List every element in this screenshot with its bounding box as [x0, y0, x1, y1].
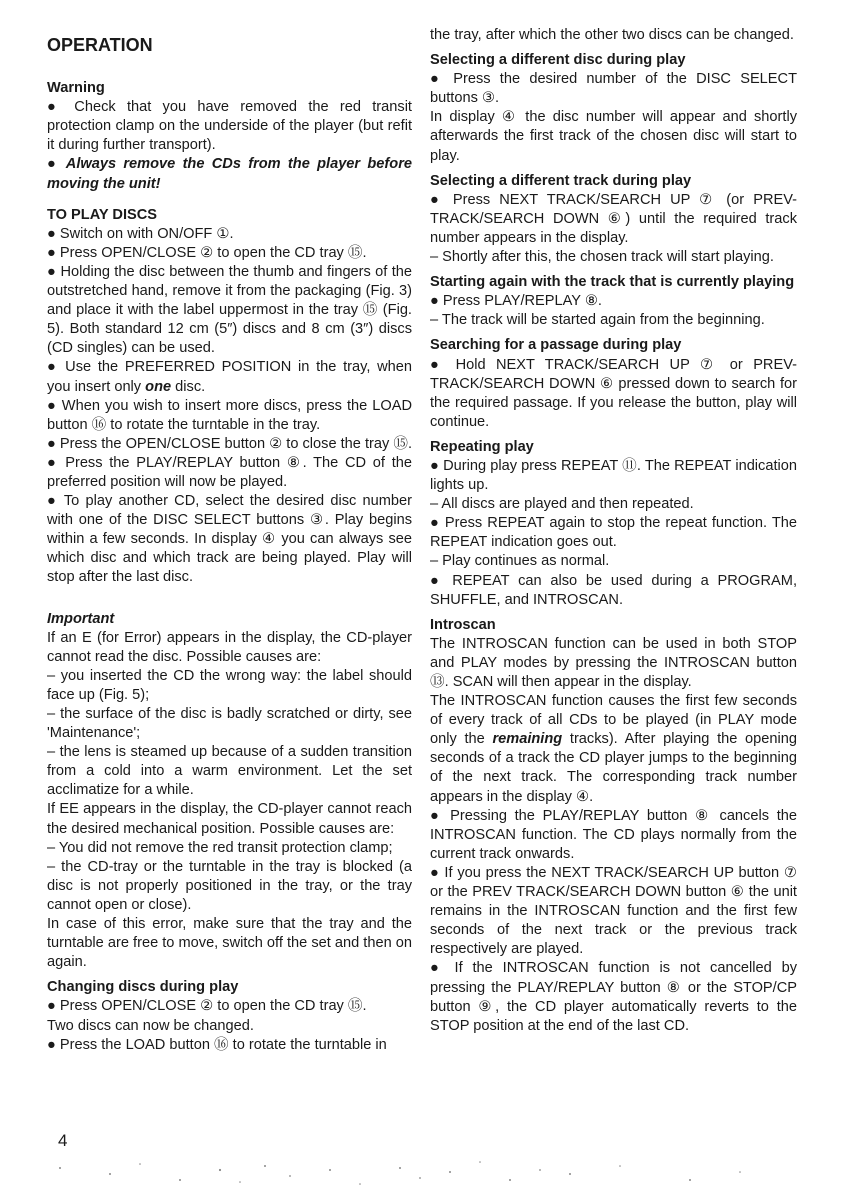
repeat-paragraph: – All discs are played and then repeated. — [430, 496, 694, 513]
repeat-paragraph: ● Press REPEAT again to stop the repeat function. The REPEAT indication goes out. — [430, 515, 797, 551]
play-paragraph: ● Switch on with ON/OFF ①. — [47, 225, 234, 242]
left-column — [47, 26, 412, 1055]
different-disc-heading: Selecting a different disc during play — [430, 52, 686, 69]
important-paragraph: – you inserted the CD the wrong way: the label should face up (Fig. 5); — [47, 667, 412, 703]
play-paragraph: ● Press OPEN/CLOSE ② to open the CD tray ⑮. — [47, 244, 367, 261]
repeat-paragraph: ● REPEAT can also be used during a PROGRAM, SHUFFLE, and INTROSCAN. — [430, 572, 797, 608]
introscan-paragraph — [430, 692, 797, 807]
start-again-paragraph: – The track will be started again from the beginning. — [430, 312, 765, 329]
emphasis-text: one — [145, 378, 172, 395]
play-paragraph: ● Press the PLAY/REPLAY button ⑧. The CD of the preferred position will now be played. — [47, 454, 412, 490]
warning-heading: Warning — [47, 80, 105, 97]
searching-paragraph: ● Hold NEXT TRACK/SEARCH UP ⑦ or PREV-TRACK/SEARCH DOWN ⑥ pressed down to search for the required passage. If you release the button, play will continue. — [430, 356, 797, 430]
text-run: tracks). After playing the opening seconds of a track the CD player jumps to the beginning of the next track. The corresponding track number appears in the display ④. — [430, 731, 797, 805]
play-paragraph: ● Holding the disc between the thumb and fingers of the outstretched hand, remove it from the packaging (Fig. 3) and place it with the label uppermost in the tray ⑮ (Fig. 5). Both standard 12 cm (5″) discs and 8 cm (3″) discs (CD singles) can be used. — [47, 263, 412, 357]
changing-paragraph: ● Press the LOAD button ⑯ to rotate the turntable in — [47, 1036, 387, 1053]
right-column — [430, 26, 797, 1036]
scan-noise — [0, 1150, 853, 1202]
introscan-paragraph: The INTROSCAN function can be used in both STOP and PLAY modes by pressing the INTROSCAN button ⑬. SCAN will then appear in the display. — [430, 635, 797, 690]
start-again-paragraph: ● Press PLAY/REPLAY ⑧. — [430, 293, 602, 310]
important-paragraph: – You did not remove the red transit protection clamp; — [47, 839, 393, 856]
play-paragraph: ● When you wish to insert more discs, press the LOAD button ⑯ to rotate the turntable in the tray. — [47, 397, 412, 433]
changing-paragraph: ● Press OPEN/CLOSE ② to open the CD tray ⑮. — [47, 998, 367, 1015]
warning-paragraph-emphasis: ● Always remove the CDs from the player before moving the unit! — [47, 156, 412, 192]
important-paragraph: If EE appears in the display, the CD-player cannot reach the desired mechanical position. Possible causes are: — [47, 801, 412, 837]
important-heading: Important — [47, 610, 115, 627]
different-track-heading: Selecting a different track during play — [430, 172, 692, 189]
important-paragraph: – the CD-tray or the turntable in the tray is blocked (a disc is not properly positioned in the tray, or the tray cannot open or close). — [47, 858, 412, 913]
introscan-paragraph: ● Pressing the PLAY/REPLAY button ⑧ cancels the INTROSCAN function. The CD plays normally from the current track onwards. — [430, 807, 797, 862]
play-paragraph — [47, 358, 412, 396]
repeat-heading: Repeating play — [430, 438, 534, 455]
changing-discs-heading: Changing discs during play — [47, 979, 239, 996]
start-again-heading: Starting again with the track that is currently playing — [430, 274, 795, 291]
introscan-paragraph: ● If the INTROSCAN function is not cancelled by pressing the PLAY/REPLAY button ⑧ or the STOP/CP button ⑨, the CD player automatically reverts to the STOP position at the end of the last CD. — [430, 960, 797, 1034]
important-paragraph: – the lens is steamed up because of a sudden transition from a cold into a warm environment. Let the set acclimatize for a while. — [47, 744, 412, 799]
different-disc-paragraph: In display ④ the disc number will appear and shortly afterwards the first track of the chosen disc will start to play. — [430, 109, 797, 164]
page-title: OPERATION — [47, 35, 153, 55]
emphasis-text: remaining — [492, 731, 563, 748]
introscan-paragraph: ● If you press the NEXT TRACK/SEARCH UP button ⑦ or the PREV TRACK/SEARCH DOWN button ⑥ the unit remains in the INTROSCAN function and the first few seconds of the next track or the previous track respectively are played. — [430, 864, 797, 958]
play-paragraph: ● To play another CD, select the desired disc number with one of the DISC SELECT buttons ③. Play begins within a few seconds. In display ④ you can always see which disc and which track are being played. Play will stop after the last disc. — [47, 493, 412, 586]
different-disc-paragraph: ● Press the desired number of the DISC SELECT buttons ③. — [430, 71, 797, 107]
text-run: The INTROSCAN function causes the first few seconds of every track of all CDs to be played (in PLAY mode only the — [430, 693, 797, 748]
repeat-paragraph: ● During play press REPEAT ⑪. The REPEAT indication lights up. — [430, 457, 797, 494]
text-run: ● Use the PREFERRED POSITION in the tray, when you insert only — [47, 359, 412, 395]
warning-paragraph: ● Check that you have removed the red transit protection clamp on the underside of the player (but refit it during further transport). — [47, 99, 412, 154]
page-number: 4 — [58, 1131, 68, 1150]
play-discs-heading: TO PLAY DISCS — [47, 206, 158, 223]
important-paragraph: In case of this error, make sure that the tray and the turntable are free to move, switch off the set and then on again. — [47, 916, 412, 971]
important-paragraph: If an E (for Error) appears in the display, the CD-player cannot read the disc. Possible causes are: — [47, 629, 412, 665]
different-track-paragraph: ● Press NEXT TRACK/SEARCH UP ⑦ (or PREV-TRACK/SEARCH DOWN ⑥) until the required track number appears in the display. — [430, 191, 797, 246]
repeat-paragraph: – Play continues as normal. — [430, 553, 610, 570]
introscan-heading: Introscan — [430, 616, 496, 633]
text-run: disc. — [171, 378, 206, 395]
play-paragraph: ● Press the OPEN/CLOSE button ② to close the tray ⑮. — [47, 435, 413, 452]
different-track-paragraph: – Shortly after this, the chosen track will start playing. — [430, 249, 774, 266]
searching-heading: Searching for a passage during play — [430, 337, 682, 354]
continued-paragraph: the tray, after which the other two discs can be changed. — [430, 27, 794, 43]
important-paragraph: – the surface of the disc is badly scratched or dirty, see 'Maintenance'; — [47, 706, 412, 742]
changing-paragraph: Two discs can now be changed. — [47, 1017, 254, 1034]
